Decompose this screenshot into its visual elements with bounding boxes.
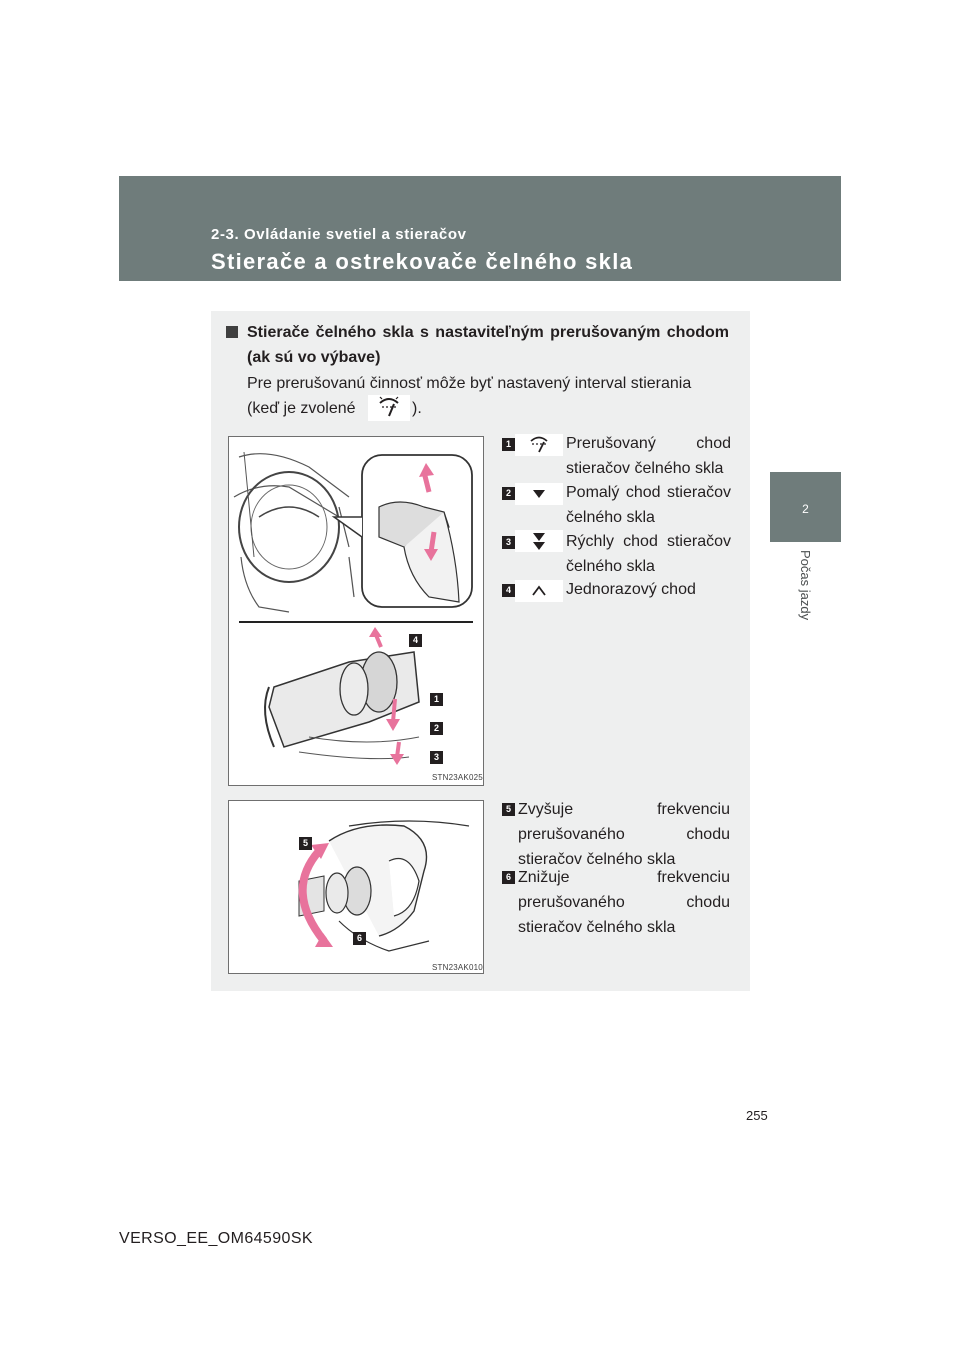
callout-2: 2 <box>430 722 443 735</box>
page-title: Stierače a ostrekovače čelného skla <box>211 249 634 274</box>
chapter-side-label-text: Počas jazdy <box>798 550 813 621</box>
item-number-6: 6 <box>502 871 515 884</box>
callout-3: 3 <box>430 751 443 764</box>
item-text-6: Znižuje frekvenciu prerušovaného chodu stieračov čelného skla <box>518 869 730 936</box>
frequency-drawing <box>229 801 483 973</box>
low-speed-icon <box>515 483 563 505</box>
page-number: 255 <box>746 1108 768 1123</box>
section-heading-text: Stierače čelného skla s nastaviteľným prerušovaným chodom (ak sú vo výbave) <box>247 324 729 366</box>
section-heading <box>247 320 729 370</box>
item-number-3: 3 <box>502 536 515 549</box>
lever-illustration <box>228 436 484 786</box>
lever-drawing <box>229 437 483 785</box>
square-bullet-icon <box>226 326 238 338</box>
item-text-2: Pomalý chod stieračov čelného skla <box>566 484 731 526</box>
item-text-5: Zvyšuje frekvenciu prerušovaného chodu stieračov čelného skla <box>518 801 730 868</box>
item-text-3: Rýchly chod stieračov čelného skla <box>566 533 731 575</box>
figure-code: STN23AK010 <box>432 963 483 972</box>
item-text-4: Jednorazový chod <box>566 581 696 598</box>
callout-1: 1 <box>430 693 443 706</box>
mist-icon <box>515 580 563 602</box>
callout-6: 6 <box>353 932 366 945</box>
high-speed-icon <box>515 530 563 552</box>
intermittent-wiper-icon <box>515 434 563 456</box>
frequency-illustration <box>228 800 484 974</box>
document-code: VERSO_EE_OM64590SK <box>119 1230 313 1247</box>
callout-4: 4 <box>409 634 422 647</box>
intermittent-wiper-icon <box>368 395 410 421</box>
item-number-4: 4 <box>502 584 515 597</box>
intro-text-line2: (keď je zvolené <box>247 400 356 417</box>
callout-5: 5 <box>299 837 312 850</box>
chapter-header <box>119 176 841 281</box>
item-number-5: 5 <box>502 803 515 816</box>
item-number-1: 1 <box>502 438 515 451</box>
intro-close: ). <box>412 400 422 417</box>
figure-code: STN23AK025 <box>432 773 483 782</box>
intro-text: Pre prerušovanú činnosť môže byť nastavený interval stierania <box>247 375 692 392</box>
chapter-tab-number: 2 <box>802 502 809 516</box>
chapter-tab[interactable] <box>770 472 841 542</box>
item-text-1: Prerušovaný chod stieračov čelného skla <box>566 435 731 477</box>
section-label: 2-3. Ovládanie svetiel a stieračov <box>211 226 467 243</box>
item-number-2: 2 <box>502 487 515 500</box>
chapter-side-label <box>773 550 833 630</box>
